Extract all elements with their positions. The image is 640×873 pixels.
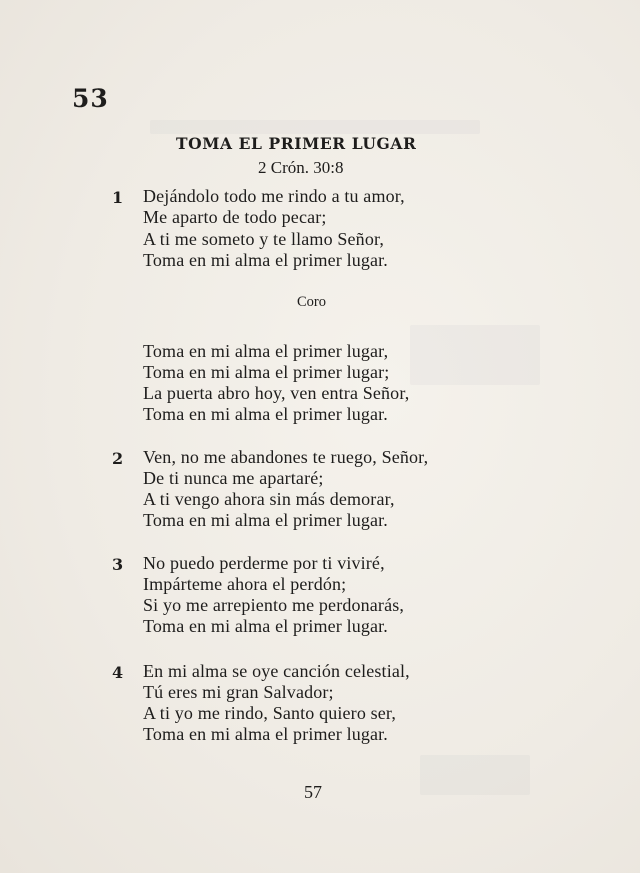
show-through-area [150, 120, 480, 134]
stanza-line: Toma en mi alma el primer lugar. [143, 250, 388, 270]
stanza-line: A ti vengo ahora sin más demorar, [143, 489, 395, 509]
stanza-line: Impárteme ahora el perdón; [143, 574, 347, 594]
stanza-number: 2 [112, 449, 124, 468]
chorus-line: Toma en mi alma el primer lugar; [143, 362, 390, 382]
show-through-area [410, 325, 540, 385]
chorus-line: Toma en mi alma el primer lugar. [143, 404, 388, 424]
stanza-line: A ti me someto y te llamo Señor, [143, 229, 385, 249]
hymn-number: 53 [72, 84, 109, 113]
scripture-reference: 2 Crón. 30:8 [258, 158, 344, 177]
stanza-line: En mi alma se oye canción celestial, [143, 661, 410, 681]
stanza-line: No puedo perderme por ti viviré, [143, 553, 385, 573]
stanza-line: Si yo me arrepiento me perdonarás, [143, 595, 405, 615]
stanza-number: 3 [112, 555, 124, 574]
chorus-line: La puerta abro hoy, ven entra Señor, [143, 383, 410, 403]
stanza-line: Toma en mi alma el primer lugar. [143, 724, 388, 744]
stanza-line: Me aparto de todo pecar; [143, 207, 327, 227]
page-number: 57 [304, 782, 322, 802]
stanza-line: Toma en mi alma el primer lugar. [143, 510, 388, 530]
chorus-label: Coro [297, 294, 326, 310]
show-through-area [420, 755, 530, 795]
chorus-line: Toma en mi alma el primer lugar, [143, 341, 389, 361]
stanza-line: De ti nunca me apartaré; [143, 468, 324, 488]
stanza-line: A ti yo me rindo, Santo quiero ser, [143, 703, 396, 723]
hymn-title: TOMA EL PRIMER LUGAR [176, 134, 417, 153]
stanza-number: 1 [112, 188, 124, 207]
stanza-line: Tú eres mi gran Salvador; [143, 682, 334, 702]
stanza-line: Toma en mi alma el primer lugar. [143, 616, 388, 636]
stanza-line: Dejándolo todo me rindo a tu amor, [143, 186, 405, 206]
stanza-number: 4 [112, 663, 124, 682]
stanza-line: Ven, no me abandones te ruego, Señor, [143, 447, 429, 467]
